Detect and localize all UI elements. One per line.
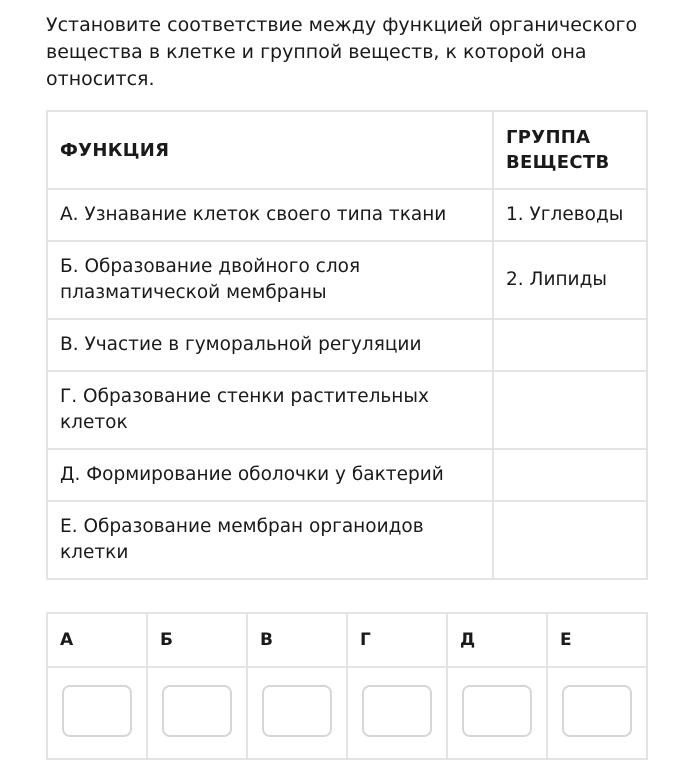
table-row — [47, 501, 647, 579]
answer-cell — [547, 667, 647, 759]
answer-header-row — [47, 613, 647, 667]
function-cell: Б. Образование двойного слоя плазматической мембраны — [47, 241, 493, 319]
answer-cell — [347, 667, 447, 759]
answer-input-e[interactable] — [562, 685, 632, 737]
group-cell: 2. Липиды — [493, 241, 647, 319]
answer-input-a[interactable] — [62, 685, 132, 737]
answer-letter: В — [247, 613, 347, 667]
answer-cell — [447, 667, 547, 759]
matching-table — [46, 110, 648, 580]
answer-input-v[interactable] — [262, 685, 332, 737]
answer-table — [46, 612, 648, 760]
answer-cell — [147, 667, 247, 759]
answer-input-row — [47, 667, 647, 759]
table-row — [47, 189, 647, 241]
group-cell — [493, 371, 647, 449]
answer-cell — [247, 667, 347, 759]
table-row — [47, 449, 647, 501]
answer-input-b[interactable] — [162, 685, 232, 737]
matching-table-header — [47, 111, 647, 189]
answer-input-d[interactable] — [462, 685, 532, 737]
group-cell: 1. Углеводы — [493, 189, 647, 241]
answer-letter: А — [47, 613, 147, 667]
answer-letter: Г — [347, 613, 447, 667]
answer-letter: Д — [447, 613, 547, 667]
table-row — [47, 241, 647, 319]
answer-input-g[interactable] — [362, 685, 432, 737]
group-cell — [493, 319, 647, 371]
function-cell: Е. Образование мембран органоидов клетки — [47, 501, 493, 579]
answer-letter: Е — [547, 613, 647, 667]
table-row — [47, 319, 647, 371]
header-function: ФУНКЦИЯ — [47, 111, 493, 189]
function-cell: Д. Формирование оболочки у бактерий — [47, 449, 493, 501]
group-cell — [493, 501, 647, 579]
answer-letter: Б — [147, 613, 247, 667]
table-row — [47, 371, 647, 449]
group-cell — [493, 449, 647, 501]
function-cell: А. Узнавание клеток своего типа ткани — [47, 189, 493, 241]
function-cell: Г. Образование стенки растительных клеток — [47, 371, 493, 449]
answer-cell — [47, 667, 147, 759]
question-text: Установите соответствие между функцией органического вещества в клетке и группой веществ, к которой она относится. — [46, 14, 638, 90]
header-group: ГРУППА ВЕЩЕСТВ — [493, 111, 647, 189]
function-cell: В. Участие в гуморальной регуляции — [47, 319, 493, 371]
